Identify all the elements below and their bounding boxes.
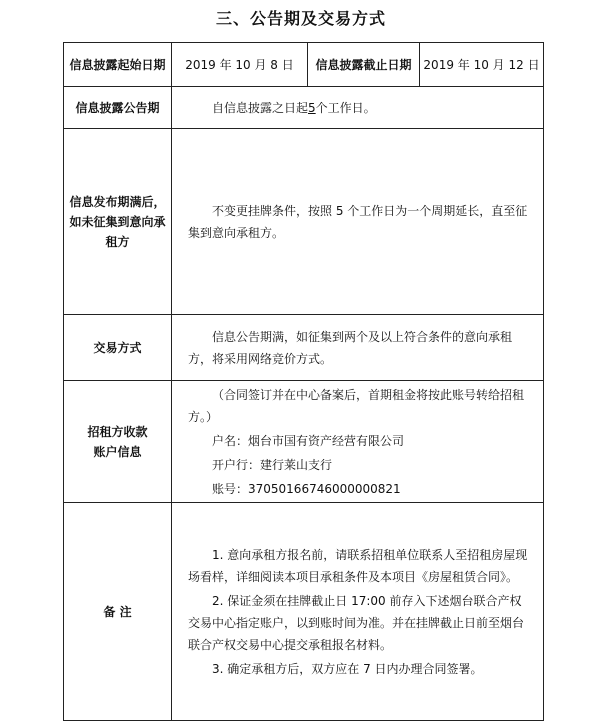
extension-cell (172, 129, 544, 315)
extension-label-line-1: 信息发布期满后， (69, 194, 166, 209)
start-date-label: 信息披露起始日期 (64, 43, 172, 87)
remark-1: 1. 意向承租方报名前，请联系招租单位联系人至招租房屋现场看样，详细阅读本项目承租条件及本项目《房屋租赁合同》。 (188, 547, 528, 584)
extension-text: 不变更挂牌条件，按照 5 个工作日为一个周期延长，直至征集到意向承租方。 (188, 203, 528, 240)
row-period (64, 87, 544, 129)
account-number: 账号：37050166746000000821 (212, 481, 401, 496)
period-prefix: 自信息披露之日起 (212, 100, 309, 115)
extension-label-line-2: 如未征集到意向承 (69, 214, 166, 229)
account-label-line-1: 招租方收款 (87, 424, 148, 439)
account-cell (172, 381, 544, 503)
remarks-label: 备 注 (64, 503, 172, 721)
row-trade (64, 315, 544, 381)
account-note: （合同签订并在中心备案后，首期租金将按此账号转给招租方。） (188, 387, 525, 424)
period-days: 5 (308, 100, 316, 115)
remark-3: 3. 确定承租方后，双方应在 7 日内办理合同签署。 (212, 661, 483, 676)
end-date-value: 2019 年 10 月 12 日 (420, 43, 544, 87)
account-bank: 开户行：建行莱山支行 (212, 457, 333, 472)
announcement-table (63, 42, 544, 721)
trade-cell (172, 315, 544, 381)
period-label: 信息披露公告期 (64, 87, 172, 129)
row-account (64, 381, 544, 503)
account-name: 户名：烟台市国有资产经营有限公司 (212, 433, 405, 448)
row-remarks (64, 503, 544, 721)
extension-label-line-3: 租方 (105, 234, 130, 249)
period-suffix: 个工作日。 (315, 100, 376, 115)
extension-label (64, 129, 172, 315)
trade-label: 交易方式 (64, 315, 172, 381)
remarks-cell (172, 503, 544, 721)
start-date-value: 2019 年 10 月 8 日 (172, 43, 308, 87)
row-dates (64, 43, 544, 87)
remark-2: 2. 保证金须在挂牌截止日 17:00 前存入下述烟台联合产权交易中心指定账户，以到账时间为准。并在挂牌截止日前至烟台联合产权交易中心提交承租报名材料。 (188, 593, 525, 652)
section-title: 三、公告期及交易方式 (215, 9, 386, 28)
account-label (64, 381, 172, 503)
row-extension (64, 129, 544, 315)
end-date-label: 信息披露截止日期 (308, 43, 420, 87)
trade-text: 信息公告期满，如征集到两个及以上符合条件的意向承租方，将采用网络竞价方式。 (188, 329, 513, 366)
account-label-line-2: 账户信息 (93, 444, 142, 459)
period-cell (172, 87, 544, 129)
